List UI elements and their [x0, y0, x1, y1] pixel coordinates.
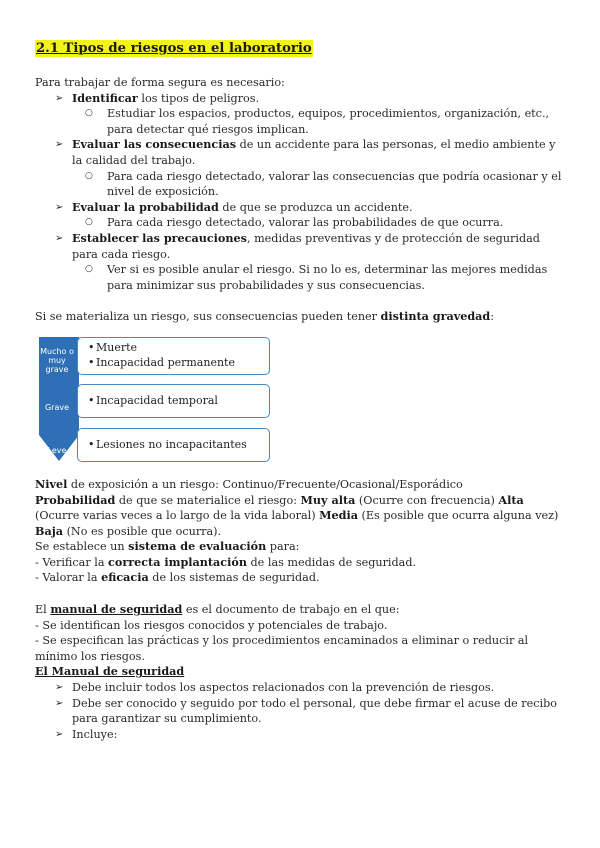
level-box-very-severe — [77, 337, 270, 375]
text-span: (No es posible que ocurra). — [63, 524, 222, 538]
arrow-bullet-icon: ➢ — [55, 139, 64, 151]
bold-span: Baja — [35, 523, 64, 538]
level-label-severe: Grave — [44, 402, 70, 412]
arrow-bullet-icon: ➢ — [55, 92, 64, 104]
circle-bullet-icon: ○ — [85, 170, 93, 181]
level-item — [88, 394, 263, 409]
level-box-mild — [77, 428, 270, 462]
manual-heading — [35, 664, 567, 680]
bold-span: Alta — [498, 492, 524, 507]
list-item — [35, 231, 567, 293]
bold-span: Muy alta — [300, 492, 356, 507]
sistema-item-1 — [35, 555, 567, 571]
level-item-text: Incapacidad temporal — [96, 393, 218, 407]
bold-span: correcta implantación — [108, 554, 247, 569]
intro-text: Para trabajar de forma segura es necesario: — [35, 76, 285, 89]
level-item-text: Incapacidad permanente — [96, 355, 235, 369]
text-span: Se establece un — [35, 540, 129, 554]
dot-bullet-icon: • — [88, 341, 95, 355]
step-bold: Evaluar las consecuencias — [72, 137, 237, 152]
step-bold: Evaluar la probabilidad — [72, 199, 219, 214]
level-item-text: Lesiones no incapacitantes — [96, 437, 247, 451]
text-span: - Verificar la — [35, 555, 109, 569]
level-item-text: Muerte — [96, 341, 138, 355]
nivel-text — [35, 477, 567, 493]
manual-text — [35, 602, 567, 618]
text-span: de que se materialice el riesgo: — [115, 493, 301, 507]
step-text: los tipos de peligros. — [137, 91, 260, 105]
bold-span: Probabilidad — [35, 492, 116, 507]
text-span: : — [490, 310, 495, 324]
list-item — [35, 137, 567, 199]
sub-text: Para cada riesgo detectado, valorar las probabilidades de que ocurra. — [107, 216, 504, 230]
arrow-bullet-icon: ➢ — [55, 201, 64, 213]
sub-list-item — [72, 106, 567, 137]
text-span: de las medidas de seguridad. — [246, 555, 417, 569]
item-text: Incluye: — [72, 727, 118, 741]
arrow-bullet-icon: ➢ — [55, 697, 64, 709]
step-text: de un accidente para las personas, el medio ambiente y la calidad del trabajo. — [72, 138, 556, 167]
list-item — [35, 200, 567, 231]
manual-line-1: - Se identifican los riesgos conocidos y potenciales de trabajo. — [35, 618, 388, 632]
step-bold: Identificar — [72, 90, 138, 105]
circle-bullet-icon: ○ — [85, 264, 93, 275]
text-span: El — [35, 603, 51, 617]
text-span: es el documento de trabajo en el que: — [182, 603, 400, 617]
arrow-bullet-icon: ➢ — [55, 232, 64, 244]
bold-span: manual de seguridad — [50, 602, 183, 617]
manual-list — [35, 680, 567, 742]
level-box-severe — [77, 384, 270, 418]
section-title: 2.1 Tipos de riesgos en el laboratorio — [36, 41, 312, 56]
sistema-text — [35, 539, 567, 555]
dot-bullet-icon: • — [88, 355, 95, 369]
text-span: (Ocurre varias veces a lo largo de la vida laboral) — [35, 509, 320, 523]
text-span: - Valorar la — [35, 571, 102, 585]
gravity-diagram — [37, 333, 277, 463]
sub-text: Para cada riesgo detectado, valorar las consecuencias que podría ocasionar y el nivel de exposición. — [107, 169, 562, 199]
item-text: Debe incluir todos los aspectos relacionados con la prevención de riesgos. — [72, 681, 495, 695]
arrow-bullet-icon: ➢ — [55, 682, 64, 694]
sistema-item-2 — [35, 570, 567, 586]
gravity-intro — [35, 309, 567, 325]
level-item — [88, 341, 263, 356]
text-span: (Es posible que ocurra alguna vez) — [357, 509, 559, 523]
probabilidad-text — [35, 493, 567, 540]
dot-bullet-icon: • — [88, 393, 95, 407]
item-text: Debe ser conocido y seguido por todo el personal, que debe firmar el acuse de recibo para garantizar su cumplimiento. — [72, 696, 558, 726]
bold-span: El Manual de seguridad — [35, 664, 185, 679]
level-item — [88, 356, 263, 371]
level-label-mild: Leve — [47, 445, 67, 455]
bold-span: distinta gravedad — [380, 309, 491, 324]
text-span: Si se materializa un riesgo, sus consecuencias pueden tener — [35, 310, 381, 324]
bold-span: eficacia — [101, 570, 149, 585]
text-span: de los sistemas de seguridad. — [148, 571, 320, 585]
sub-text: Estudiar los espacios, productos, equipos, procedimientos, organización, etc., para detectar qué riesgos implican. — [107, 107, 550, 136]
arrow-bullet-icon: ➢ — [55, 728, 64, 740]
list-item — [35, 696, 567, 727]
dot-bullet-icon: • — [88, 437, 95, 451]
steps-list — [35, 91, 567, 294]
document-page — [35, 40, 567, 742]
list-item — [35, 91, 567, 138]
level-item — [88, 438, 263, 453]
circle-bullet-icon: ○ — [85, 217, 93, 228]
text-span: de exposición a un riesgo: Continuo/Frecuente/Ocasional/Esporádico — [67, 477, 463, 491]
manual-line-2: - Se especifican las prácticas y los procedimientos encaminados a eliminar o reducir al mínimo los riesgos. — [35, 634, 529, 663]
sub-list-item — [72, 215, 567, 231]
step-bold: Establecer las precauciones — [72, 230, 247, 245]
step-text: de que se produzca un accidente. — [218, 200, 413, 214]
level-label-very-severe: Mucho o muy grave — [40, 346, 74, 374]
sub-list-item — [72, 262, 567, 293]
sub-text: Ver si es posible anular el riesgo. Si no lo es, determinar las mejores medidas para minimizar sus probabilidades y sus consecuencias. — [107, 263, 548, 292]
list-item — [35, 727, 567, 743]
circle-bullet-icon: ○ — [85, 108, 93, 119]
step-text: , medidas preventivas y de protección de seguridad para cada riesgo. — [72, 231, 540, 261]
bold-span: Media — [319, 508, 358, 523]
sub-list-item — [72, 169, 567, 200]
text-span: (Ocurre con frecuencia) — [355, 493, 499, 507]
list-item — [35, 680, 567, 696]
text-span: para: — [266, 540, 300, 554]
bold-span: Nivel — [35, 476, 68, 491]
bold-span: sistema de evaluación — [128, 539, 267, 554]
